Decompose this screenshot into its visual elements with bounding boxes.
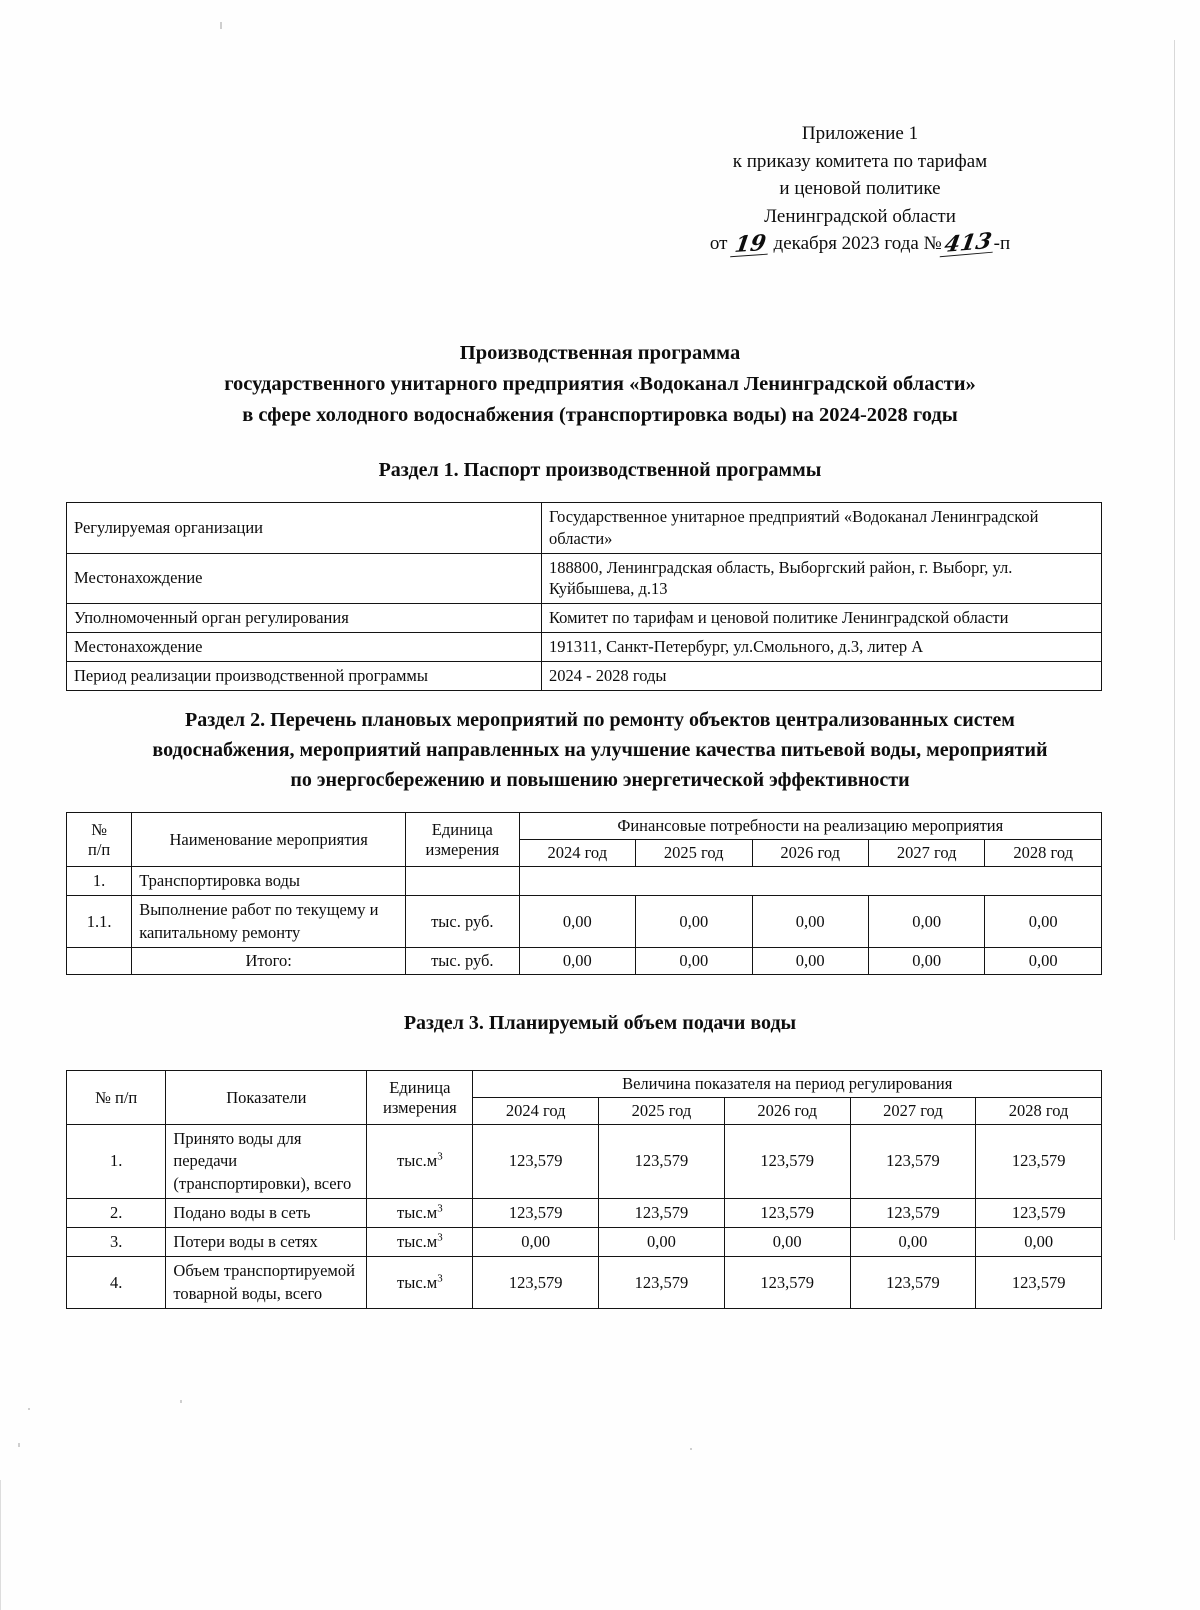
scan-speck bbox=[28, 1408, 30, 1410]
passport-table bbox=[66, 502, 1102, 691]
row-no bbox=[67, 947, 132, 974]
row-unit bbox=[406, 867, 519, 896]
col-header-year-2027: 2027 год bbox=[850, 1098, 976, 1125]
row-unit: тыс. руб. bbox=[406, 896, 519, 948]
passport-value: 191311, Санкт-Петербург, ул.Смольного, д.3, литер А bbox=[542, 633, 1102, 662]
passport-key: Местонахождение bbox=[67, 633, 542, 662]
section-3-heading: Раздел 3. Планируемый объем подачи воды bbox=[403, 1012, 797, 1034]
row-unit bbox=[367, 1198, 473, 1227]
volume-table bbox=[66, 1070, 1102, 1309]
table-row bbox=[67, 867, 1102, 896]
table-row bbox=[67, 1257, 1102, 1309]
unit-base: тыс.м bbox=[397, 1232, 438, 1252]
row-value-2026: 123,579 bbox=[724, 1125, 850, 1199]
row-total-label: Итого: bbox=[132, 947, 406, 974]
row-value-2024: 123,579 bbox=[473, 1198, 599, 1227]
unit-base: тыс.м bbox=[397, 1151, 438, 1171]
passport-value: Государственное унитарное предприятий «Водоканал Ленинградской области» bbox=[542, 503, 1102, 554]
row-value-2026: 123,579 bbox=[724, 1257, 850, 1309]
row-value-2026: 123,579 bbox=[724, 1198, 850, 1227]
row-value-2028: 123,579 bbox=[976, 1257, 1102, 1309]
title-line-3: в сфере холодного водоснабжения (транспортировка воды) на 2024-2028 годы bbox=[242, 404, 958, 427]
date-prefix: от bbox=[709, 233, 728, 255]
col-header-year-2027: 2027 год bbox=[868, 840, 984, 867]
passport-value: 2024 - 2028 годы bbox=[542, 662, 1102, 691]
row-indicator-name: Объем транспортируемой товарной воды, всего bbox=[166, 1257, 367, 1309]
table-header-row bbox=[67, 1071, 1102, 1098]
date-month-year: декабря 2023 года bbox=[773, 233, 919, 255]
row-value-2026: 0,00 bbox=[752, 947, 868, 974]
row-value-2025: 123,579 bbox=[599, 1198, 725, 1227]
unit-exponent: 3 bbox=[437, 1231, 443, 1244]
row-value-2025: 0,00 bbox=[636, 896, 752, 948]
row-indicator-name: Принято воды для передачи (транспортировки), всего bbox=[166, 1125, 367, 1199]
row-value-2025: 123,579 bbox=[599, 1257, 725, 1309]
title-line-2: государственного унитарного предприятия «Водоканал Ленинградской области» bbox=[224, 373, 976, 396]
passport-key: Уполномоченный орган регулирования bbox=[67, 604, 542, 633]
unit-exponent: 3 bbox=[437, 1150, 443, 1163]
handwritten-day: 19 bbox=[730, 232, 770, 257]
col-header-year-2026: 2026 год bbox=[724, 1098, 850, 1125]
col-header-indicator: Показатели bbox=[166, 1071, 367, 1125]
number-symbol: № bbox=[923, 233, 942, 255]
col-header-unit-line1: Единица bbox=[431, 819, 493, 839]
passport-value: Комитет по тарифам и ценовой политике Ленинградской области bbox=[542, 604, 1102, 633]
col-header-year-2028: 2028 год bbox=[985, 840, 1102, 867]
scan-speck bbox=[180, 1400, 182, 1403]
header-order-line-1: к приказу комитета по тарифам bbox=[732, 150, 988, 172]
scan-edge-artifact bbox=[0, 1480, 1, 1610]
row-no: 1. bbox=[67, 867, 132, 896]
row-value-2024: 123,579 bbox=[473, 1125, 599, 1199]
row-value-2028: 0,00 bbox=[985, 947, 1102, 974]
table-row bbox=[67, 503, 1102, 554]
col-header-unit-line2: измерения bbox=[425, 839, 500, 859]
row-no: 2. bbox=[67, 1198, 166, 1227]
section-2-heading-line-1: Раздел 2. Перечень плановых мероприятий по ремонту объектов централизованных систем bbox=[185, 709, 1015, 731]
row-value-2028: 123,579 bbox=[976, 1125, 1102, 1199]
col-header-year-2026: 2026 год bbox=[752, 840, 868, 867]
section-2-heading-line-2: водоснабжения, мероприятий направленных на улучшение качества питьевой воды, мероприятий bbox=[152, 739, 1048, 761]
row-no: 3. bbox=[67, 1228, 166, 1257]
col-header-year-2025: 2025 год bbox=[636, 840, 752, 867]
col-header-no-line1: № bbox=[91, 819, 107, 839]
row-measure-name: Транспортировка воды bbox=[132, 867, 406, 896]
row-value-2027: 0,00 bbox=[868, 947, 984, 974]
table-row bbox=[67, 1198, 1102, 1227]
section-2-heading bbox=[68, 705, 1132, 795]
row-measure-name: Выполнение работ по текущему и капитальному ремонту bbox=[132, 896, 406, 948]
section-2-heading-line-3: по энергосбережению и повышению энергетической эффективности bbox=[290, 769, 910, 791]
page-title bbox=[100, 338, 1100, 431]
passport-key: Период реализации производственной программы bbox=[67, 662, 542, 691]
col-header-year-2028: 2028 год bbox=[976, 1098, 1102, 1125]
row-value-2026: 0,00 bbox=[724, 1228, 850, 1257]
row-unit bbox=[367, 1125, 473, 1199]
header-region-line: Ленинградской области bbox=[764, 205, 956, 227]
scan-edge-artifact bbox=[1174, 40, 1175, 1240]
row-blank-span bbox=[519, 867, 1101, 896]
header-date-line bbox=[600, 230, 1120, 258]
handwritten-order-number: 413 bbox=[939, 230, 996, 257]
row-value-2025: 0,00 bbox=[599, 1228, 725, 1257]
row-value-2028: 0,00 bbox=[976, 1228, 1102, 1257]
table-row bbox=[67, 1228, 1102, 1257]
table-row bbox=[67, 947, 1102, 974]
scan-speck bbox=[18, 1443, 20, 1447]
table-row bbox=[67, 633, 1102, 662]
col-header-value-group: Величина показателя на период регулирования bbox=[473, 1071, 1102, 1098]
section-1-heading: Раздел 1. Паспорт производственной программы bbox=[378, 459, 822, 481]
table-row bbox=[67, 604, 1102, 633]
col-header-unit-line2: измерения bbox=[383, 1097, 457, 1117]
row-unit bbox=[367, 1257, 473, 1309]
row-value-2024: 0,00 bbox=[473, 1228, 599, 1257]
header-order-line-2: и ценовой политике bbox=[779, 178, 941, 200]
row-value-2024: 0,00 bbox=[519, 947, 635, 974]
table-row bbox=[67, 1125, 1102, 1199]
table-row bbox=[67, 662, 1102, 691]
table-row bbox=[67, 553, 1102, 604]
table-header-row bbox=[67, 813, 1102, 840]
row-indicator-name: Потери воды в сетях bbox=[166, 1228, 367, 1257]
passport-key: Регулируемая организации bbox=[67, 503, 542, 554]
row-unit bbox=[367, 1228, 473, 1257]
row-value-2027: 123,579 bbox=[850, 1257, 976, 1309]
col-header-unit-line1: Единица bbox=[389, 1077, 451, 1097]
row-value-2024: 123,579 bbox=[473, 1257, 599, 1309]
row-value-2026: 0,00 bbox=[752, 896, 868, 948]
row-indicator-name: Подано воды в сеть bbox=[166, 1198, 367, 1227]
row-value-2028: 123,579 bbox=[976, 1198, 1102, 1227]
col-header-no: № п/п bbox=[67, 1071, 166, 1125]
row-value-2024: 0,00 bbox=[519, 896, 635, 948]
row-value-2028: 0,00 bbox=[985, 896, 1102, 948]
title-line-1: Производственная программа bbox=[459, 342, 741, 364]
row-no: 1. bbox=[67, 1125, 166, 1199]
unit-base: тыс.м bbox=[397, 1272, 438, 1292]
table-row bbox=[67, 896, 1102, 948]
col-header-year-2024: 2024 год bbox=[519, 840, 635, 867]
row-value-2025: 123,579 bbox=[599, 1125, 725, 1199]
row-value-2027: 0,00 bbox=[850, 1228, 976, 1257]
row-value-2027: 0,00 bbox=[868, 896, 984, 948]
row-value-2027: 123,579 bbox=[850, 1198, 976, 1227]
header-appendix-line: Приложение 1 bbox=[801, 123, 919, 144]
unit-base: тыс.м bbox=[397, 1202, 438, 1222]
col-header-no bbox=[67, 813, 132, 867]
scan-speck bbox=[690, 1448, 692, 1450]
document-header-block bbox=[600, 120, 1120, 258]
passport-value: 188800, Ленинградская область, Выборгский район, г. Выборг, ул. Куйбышева, д.13 bbox=[542, 553, 1102, 604]
row-value-2027: 123,579 bbox=[850, 1125, 976, 1199]
col-header-year-2025: 2025 год bbox=[599, 1098, 725, 1125]
unit-exponent: 3 bbox=[437, 1202, 443, 1215]
row-unit: тыс. руб. bbox=[406, 947, 519, 974]
col-header-unit bbox=[367, 1071, 473, 1125]
row-no: 4. bbox=[67, 1257, 166, 1309]
row-no: 1.1. bbox=[67, 896, 132, 948]
unit-exponent: 3 bbox=[437, 1272, 443, 1285]
col-header-financial-group: Финансовые потребности на реализацию мероприятия bbox=[519, 813, 1101, 840]
scan-speck bbox=[220, 22, 222, 29]
passport-key: Местонахождение bbox=[67, 553, 542, 604]
number-suffix: -п bbox=[993, 233, 1011, 255]
measures-table bbox=[66, 812, 1102, 975]
col-header-measure-name: Наименование мероприятия bbox=[132, 813, 406, 867]
col-header-year-2024: 2024 год bbox=[473, 1098, 599, 1125]
row-value-2025: 0,00 bbox=[636, 947, 752, 974]
col-header-no-line2: п/п bbox=[87, 839, 111, 859]
col-header-unit bbox=[406, 813, 519, 867]
